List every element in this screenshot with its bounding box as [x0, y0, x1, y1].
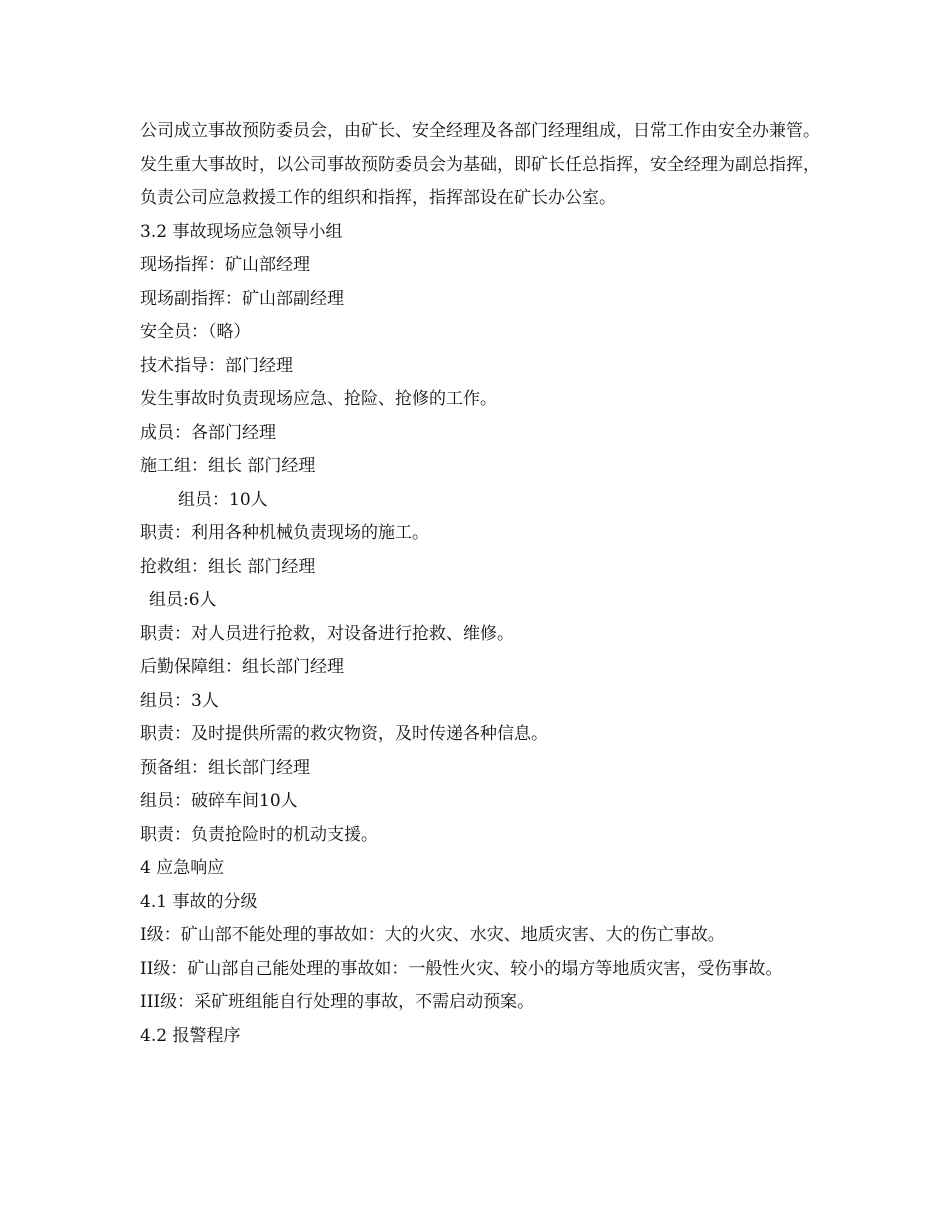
rescue-group-line: 抢救组：组长 部门经理	[140, 556, 316, 577]
reserve-group-line: 预备组：组长部门经理	[140, 757, 310, 778]
logistics-group-members: 组员：3人	[140, 690, 219, 711]
intro-paragraph: 公司成立事故预防委员会，由矿长、安全经理及各部门经理组成，日常工作由安全办兼管。发生重大事故时，以公司事故预防委员会为基础，即矿长任总指挥，安全经理为副总指挥，负责公司应急救援工作的组织和指挥，指挥部设在矿长办公室。	[140, 121, 820, 208]
construction-group-line: 施工组：组长 部门经理	[140, 456, 316, 476]
technical-guidance-line: 技术指导：部门经理	[140, 355, 293, 376]
section-heading-4-2: 4.2 报警程序	[140, 1025, 241, 1046]
section-heading-4-1: 4.1 事故的分级	[140, 891, 258, 912]
deputy-commander-line: 现场副指挥：矿山部副经理	[140, 288, 344, 309]
level-2-paragraph: II级：矿山部自己能处理的事故如：一般性火灾、较小的塌方等地质灾害，受伤事故。	[140, 958, 783, 979]
reserve-group-members: 组员：破碎车间10人	[140, 791, 298, 811]
construction-group-duty: 职责：利用各种机械负责现场的施工。	[140, 523, 429, 543]
safety-officer-line: 安全员：（略）	[140, 322, 251, 342]
reserve-group-duty: 职责：负责抢险时的机动支援。	[140, 824, 378, 845]
members-line: 成员：各部门经理	[140, 422, 276, 443]
logistics-group-line: 后勤保障组：组长部门经理	[140, 657, 344, 677]
logistics-group-duty: 职责：及时提供所需的救灾物资，及时传递各种信息。	[140, 724, 548, 744]
level-1-line: I级：矿山部不能处理的事故如：大的火灾、水灾、地质灾害、大的伤亡事故。	[140, 925, 725, 945]
responsibility-line: 发生事故时负责现场应急、抢险、抢修的工作。	[140, 389, 497, 409]
level-3-line: III级：采矿班组能自行处理的事故，不需启动预案。	[140, 992, 535, 1012]
section-heading-3-2: 3.2 事故现场应急领导小组	[140, 221, 343, 242]
document-page	[140, 115, 820, 1053]
rescue-group-duty: 职责：对人员进行抢救，对设备进行抢救、维修。	[140, 623, 514, 644]
rescue-group-members: 组员:6人	[149, 590, 217, 610]
site-commander-line: 现场指挥：矿山部经理	[140, 255, 310, 275]
construction-group-members: 组员：10人	[178, 489, 268, 510]
section-heading-4: 4 应急响应	[140, 858, 225, 878]
